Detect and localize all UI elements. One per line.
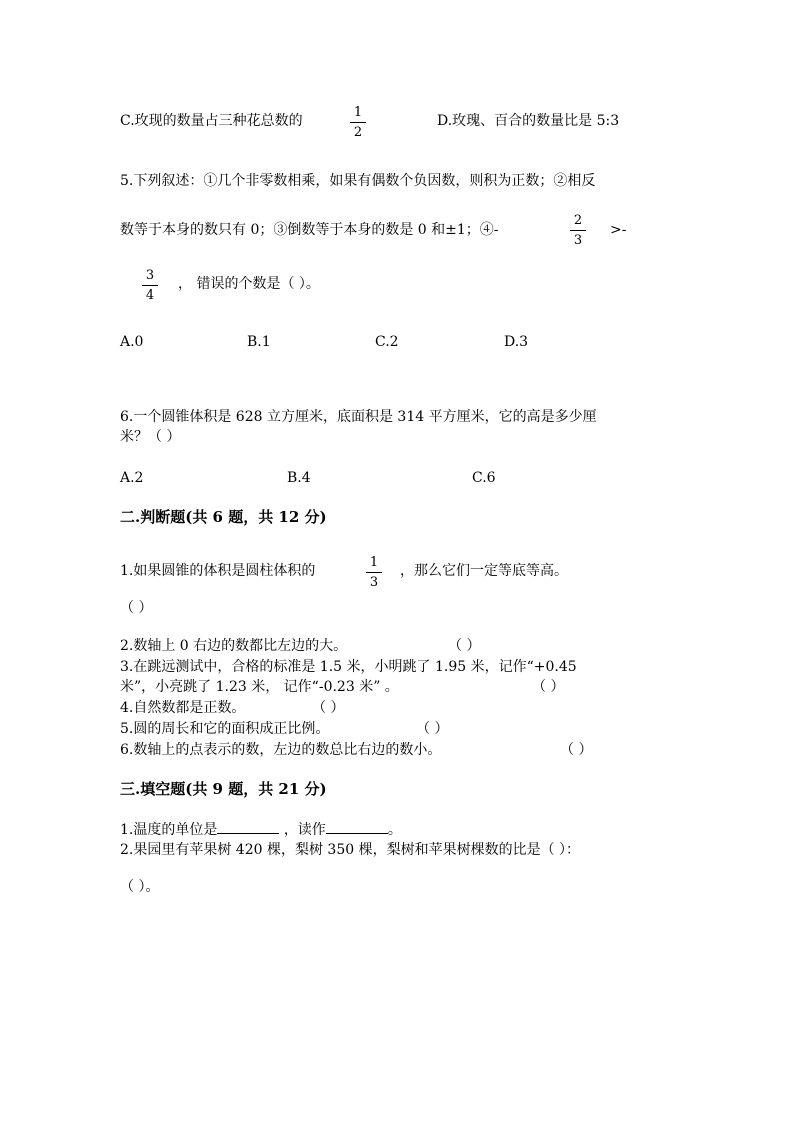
q5-option-a: A.0 [120, 334, 144, 350]
q4-option-d: D.玫瑰、百合的数量比是 5:3 [437, 113, 620, 129]
section-2-title: 二.判断题(共 6 题，共 12 分) [120, 508, 327, 526]
fraction-denominator: 3 [369, 575, 379, 590]
q5-line-1: 5.下列叙述：①几个非零数相乘，如果有偶数个负因数，则积为正数；②相反 [120, 173, 596, 189]
s2-q4-text: 4.自然数都是正数。 [120, 700, 246, 716]
s3-q1-part-b: ，读作 [283, 822, 326, 838]
s2-q4-answer[interactable]: （ ） [312, 700, 345, 716]
q5-line-3: ， 错误的个数是（ ）。 [178, 276, 320, 292]
q5-option-c: C.2 [375, 334, 399, 350]
s3-q1-blank-1[interactable] [217, 819, 279, 834]
s2-q2-text: 2.数轴上 0 右边的数都比左边的大。 [120, 638, 348, 654]
fraction-bar [350, 122, 366, 123]
fraction-denominator: 4 [145, 288, 155, 303]
s2-q6-text: 6.数轴上的点表示的数，左边的数总比右边的数小。 [120, 742, 442, 758]
q5-line-2: 数等于本身的数只有 0；③倒数等于本身的数是 0 和±1；④- [120, 222, 499, 238]
s3-q2-line-1: 2.果园里有苹果树 420 棵，梨树 350 棵，梨树和苹果树棵数的比是（ ）： [120, 842, 581, 858]
s2-q3-line-2: 米”，小亮跳了 1.23 米， 记作“-0.23 米” 。 [120, 679, 399, 695]
q6-option-b: B.4 [287, 470, 311, 486]
fraction-numerator: 1 [369, 555, 379, 570]
s2-q5-answer[interactable]: （ ） [416, 721, 449, 737]
fraction-denominator: 3 [573, 233, 583, 248]
s2-q6-answer[interactable]: （ ） [560, 742, 593, 758]
fraction-bar [142, 285, 158, 286]
q5-option-b: B.1 [247, 334, 271, 350]
q6-line-2: 米？（ ） [120, 429, 181, 445]
s2-q2-answer[interactable]: （ ） [448, 638, 481, 654]
s3-q1 [120, 819, 402, 840]
section-3-title: 三.填空题(共 9 题，共 21 分) [120, 780, 327, 798]
s2-q1-fraction [364, 555, 384, 590]
q6-line-1: 6.一个圆锥体积是 628 立方厘米，底面积是 314 平方厘米，它的高是多少厘 [120, 409, 597, 425]
s3-q1-blank-2[interactable] [326, 819, 388, 834]
s2-q1-answer[interactable]: （ ） [120, 600, 153, 616]
s2-q1-after: ，那么它们一定等底等高。 [400, 563, 568, 579]
s2-q3-text: 3.在跳远测试中，合格的标准是 1.5 米，小明跳了 1.95 米，记作“+0.45 [120, 659, 577, 675]
s3-q1-part-c: 。 [387, 822, 402, 838]
s3-q1-part-a: 1.温度的单位是 [120, 822, 218, 838]
fraction-numerator: 2 [573, 213, 583, 228]
fraction-bar [366, 572, 382, 573]
s3-q2-line-2[interactable]: （ ）。 [120, 879, 160, 895]
q6-option-c: C.6 [472, 470, 496, 486]
fraction-numerator: 3 [145, 268, 155, 283]
q6-option-a: A.2 [120, 470, 144, 486]
fraction-denominator: 2 [353, 125, 363, 140]
s2-q3-answer[interactable]: （ ） [532, 679, 565, 695]
q5-greater-than: >- [610, 222, 627, 238]
s2-q5-text: 5.圆的周长和它的面积成正比例。 [120, 721, 330, 737]
q4-option-c: C.玫现的数量占三种花总数的 [120, 113, 303, 129]
q5-fraction-a [568, 213, 588, 248]
s2-q1-text: 1.如果圆锥的体积是圆柱体积的 [120, 563, 316, 579]
q5-option-d: D.3 [504, 334, 529, 350]
fraction-numerator: 1 [353, 105, 363, 120]
fraction-bar [570, 230, 586, 231]
q4-option-c-fraction [348, 105, 368, 140]
q5-fraction-b [140, 268, 160, 303]
